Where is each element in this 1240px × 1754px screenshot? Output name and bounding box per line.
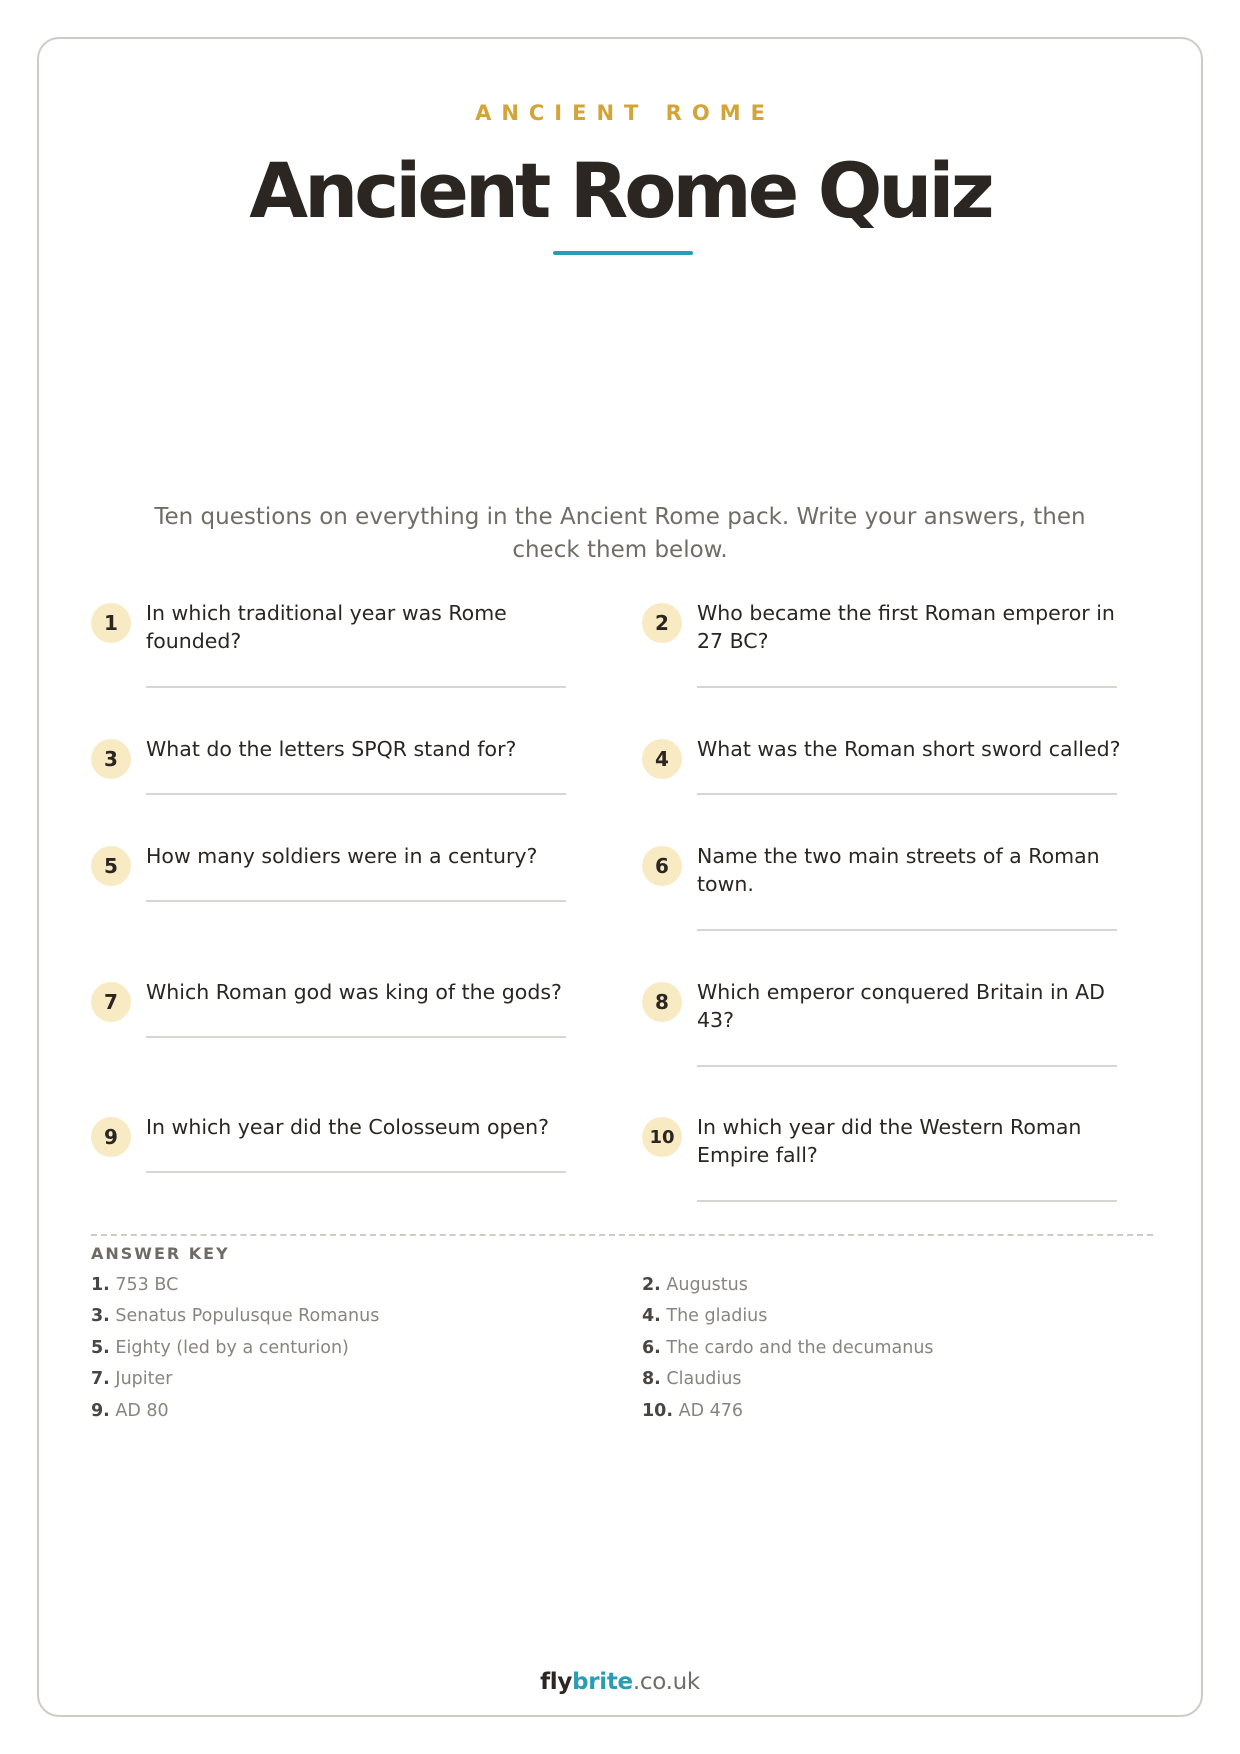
answer-item xyxy=(91,1338,349,1358)
title-underline xyxy=(553,251,693,255)
answer-text: The gladius xyxy=(666,1306,768,1326)
answer-item xyxy=(91,1275,178,1295)
answer-number: 9. xyxy=(91,1401,110,1421)
worksheet-page xyxy=(37,37,1203,1717)
question-text: What was the Roman short sword called? xyxy=(697,737,1121,761)
answer-text: Eighty (led by a centurion) xyxy=(115,1338,349,1358)
answer-number: 4. xyxy=(642,1306,661,1326)
answer-item xyxy=(642,1306,767,1326)
answer-number: 7. xyxy=(91,1369,110,1389)
answer-text: Augustus xyxy=(666,1275,748,1295)
question-number-badge: 3 xyxy=(91,739,131,779)
answer-number: 3. xyxy=(91,1306,110,1326)
answer-line[interactable] xyxy=(697,1065,1117,1067)
question-text: What do the letters SPQR stand for? xyxy=(146,737,517,761)
answer-item xyxy=(91,1401,169,1421)
question-number-badge: 6 xyxy=(642,846,682,886)
question-text: Which Roman god was king of the gods? xyxy=(146,980,562,1004)
answer-number: 2. xyxy=(642,1275,661,1295)
answer-number: 5. xyxy=(91,1338,110,1358)
answer-text: Jupiter xyxy=(115,1369,173,1389)
answer-text: 753 BC xyxy=(115,1275,179,1295)
answer-line[interactable] xyxy=(146,686,566,688)
question-text: Which emperor conquered Britain in AD 43? xyxy=(697,980,1105,1032)
answer-item xyxy=(91,1369,172,1389)
question-number-badge: 9 xyxy=(91,1117,131,1157)
question-text: In which year did the Western Roman Empire fall? xyxy=(697,1115,1082,1167)
answer-line[interactable] xyxy=(697,793,1117,795)
brand-part-brite: brite xyxy=(572,1669,633,1695)
answer-text: AD 80 xyxy=(115,1401,169,1421)
question-text: How many soldiers were in a century? xyxy=(146,844,538,868)
question-text: Who became the first Roman emperor in 27 BC? xyxy=(697,601,1115,653)
answer-text: Senatus Populusque Romanus xyxy=(115,1306,380,1326)
answer-number: 8. xyxy=(642,1369,661,1389)
answer-line[interactable] xyxy=(697,686,1117,688)
answer-line[interactable] xyxy=(146,1036,566,1038)
question-number-badge: 7 xyxy=(91,982,131,1022)
answer-text: Claudius xyxy=(666,1369,742,1389)
eyebrow-label: ANCIENT ROME xyxy=(475,101,775,125)
question-number-badge: 10 xyxy=(642,1117,682,1157)
answer-line[interactable] xyxy=(146,900,566,902)
answer-text: The cardo and the decumanus xyxy=(666,1338,934,1358)
intro-text: Ten questions on everything in the Ancient Rome pack. Write your answers, then check them below. xyxy=(154,504,1086,563)
answer-line[interactable] xyxy=(146,793,566,795)
answer-item xyxy=(642,1401,743,1421)
brand-part-fly: fly xyxy=(540,1669,573,1695)
answer-item xyxy=(642,1338,934,1358)
brand-logo xyxy=(39,1669,1201,1695)
question-number-badge: 8 xyxy=(642,982,682,1022)
answer-number: 10. xyxy=(642,1401,674,1421)
answer-number: 1. xyxy=(91,1275,110,1295)
question-number-badge: 5 xyxy=(91,846,131,886)
answer-number: 6. xyxy=(642,1338,661,1358)
question-number-badge: 4 xyxy=(642,739,682,779)
answer-item xyxy=(91,1306,379,1326)
answer-key-divider xyxy=(91,1234,1153,1236)
answer-item xyxy=(642,1275,748,1295)
question-text: In which traditional year was Rome founded? xyxy=(146,601,507,653)
question-text: Name the two main streets of a Roman town. xyxy=(697,844,1100,896)
question-number-badge: 2 xyxy=(642,603,682,643)
brand-part-domain: .co.uk xyxy=(632,1669,700,1695)
answer-key-title: ANSWER KEY xyxy=(91,1244,230,1263)
answer-text: AD 476 xyxy=(678,1401,744,1421)
answer-line[interactable] xyxy=(146,1171,566,1173)
answer-line[interactable] xyxy=(697,929,1117,931)
question-number-badge: 1 xyxy=(91,603,131,643)
answer-item xyxy=(642,1369,741,1389)
page-title: Ancient Rome Quiz xyxy=(249,146,991,235)
question-text: In which year did the Colosseum open? xyxy=(146,1115,550,1139)
answer-line[interactable] xyxy=(697,1200,1117,1202)
